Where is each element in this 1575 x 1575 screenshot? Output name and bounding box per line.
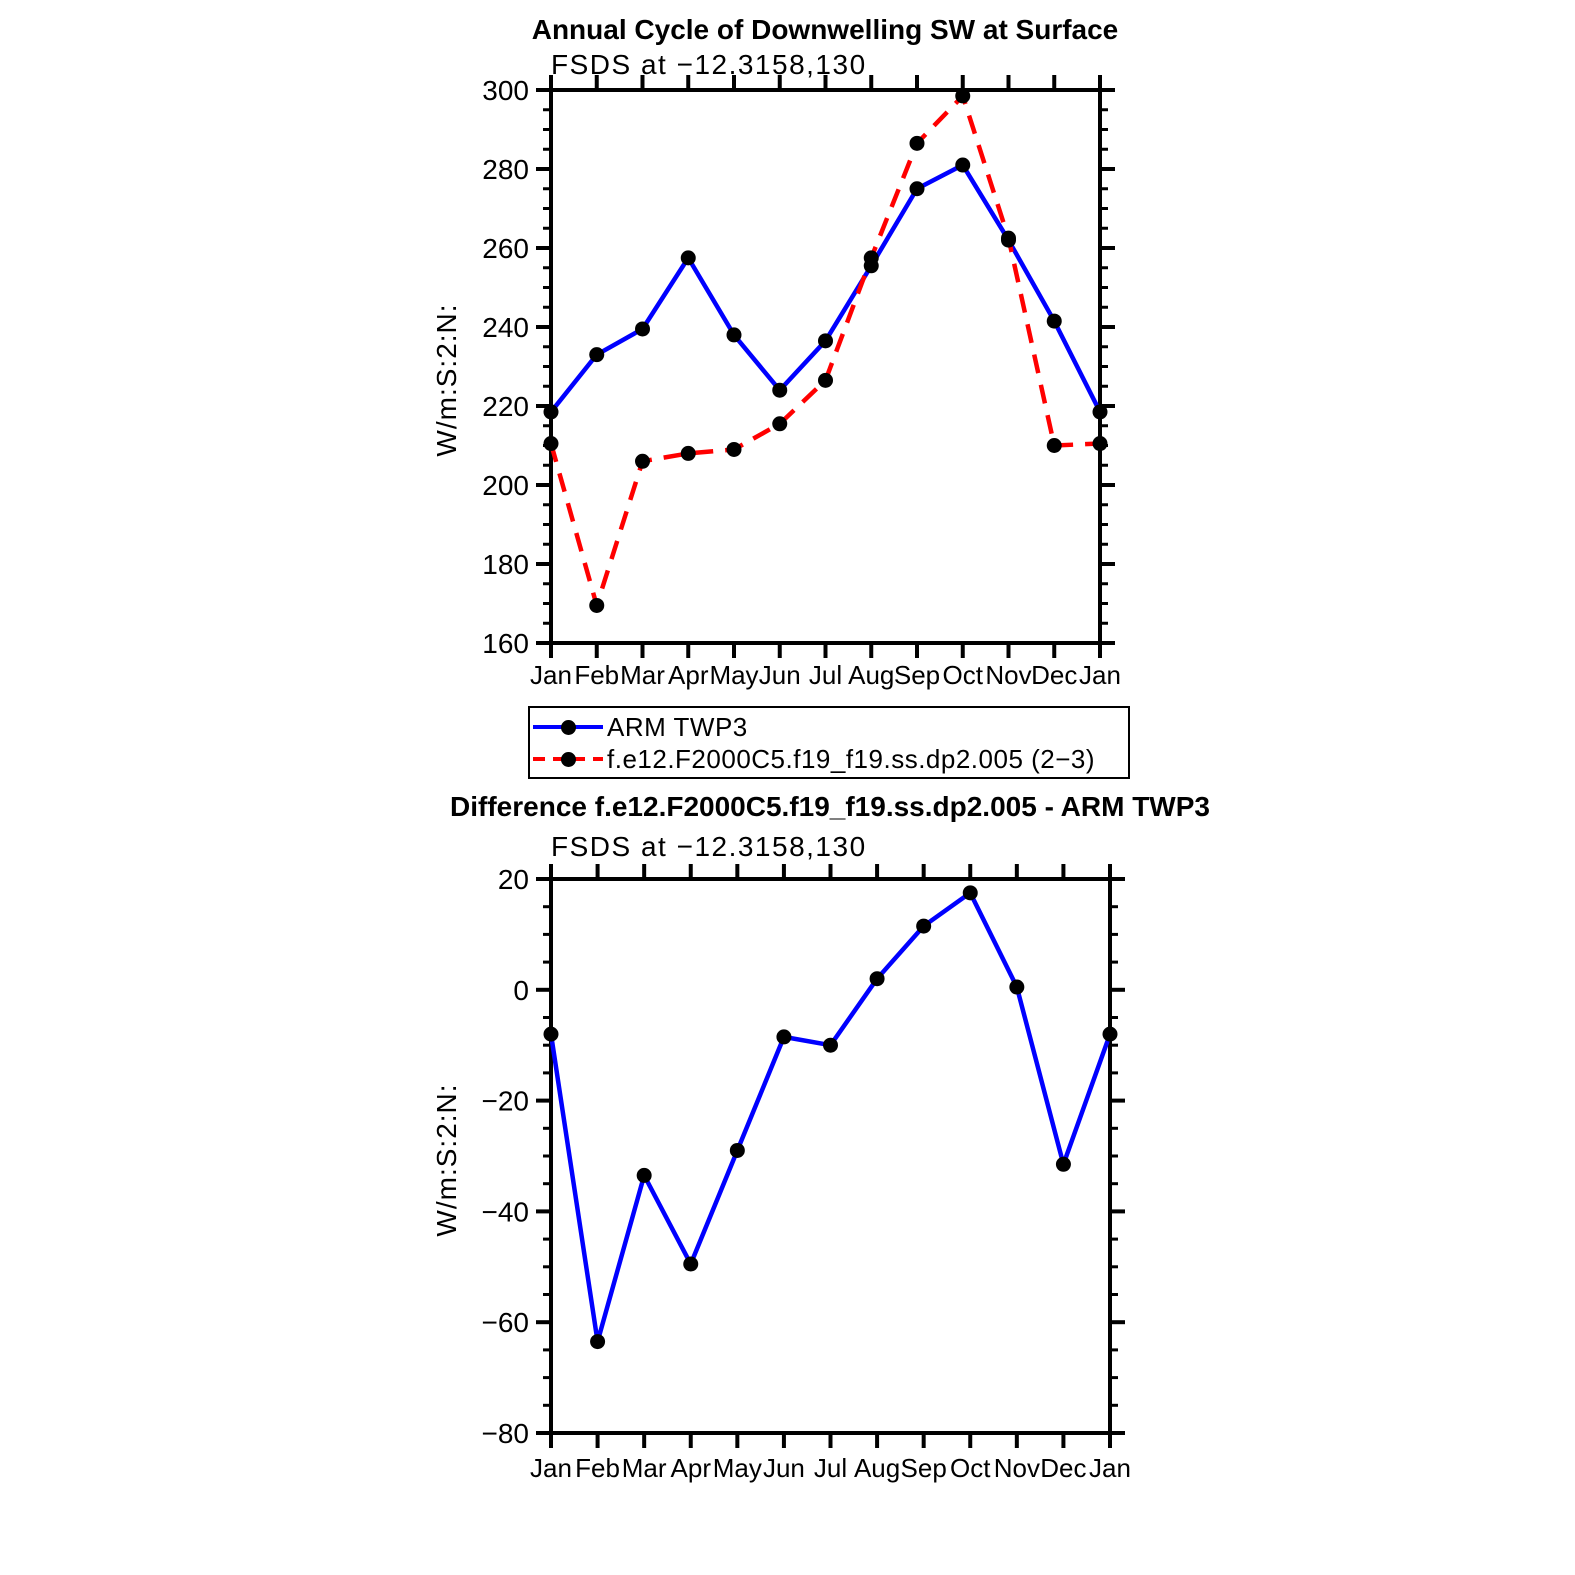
x-tick-label: Aug xyxy=(848,660,895,690)
series-line-1 xyxy=(551,96,1100,606)
data-point-marker-s0 xyxy=(772,383,787,398)
data-point-marker-s0 xyxy=(870,971,885,986)
data-point-marker-s0 xyxy=(590,1334,605,1349)
data-point-marker-s0 xyxy=(681,250,696,265)
x-tick-label: Feb xyxy=(574,660,620,690)
y-tick-label: 20 xyxy=(497,864,529,895)
legend-label-model: f.e12.F2000C5.f19_f19.ss.dp2.005 (2−3) xyxy=(607,744,1096,774)
data-point-marker-s1 xyxy=(864,250,879,265)
data-point-marker-s1 xyxy=(544,436,559,451)
x-tick-label: Oct xyxy=(942,660,983,690)
data-point-marker-s0 xyxy=(544,1027,559,1042)
top-chart-title: Annual Cycle of Downwelling SW at Surface xyxy=(531,14,1119,45)
data-point-marker-s1 xyxy=(1093,436,1108,451)
y-tick-label: 280 xyxy=(482,154,529,185)
data-point-marker-s0 xyxy=(1093,404,1108,419)
y-tick-label: −40 xyxy=(481,1196,529,1228)
plot-box xyxy=(551,90,1100,643)
x-tick-label: Apr xyxy=(668,660,709,690)
bottom-chart-subtitle: FSDS at −12.3158,130 xyxy=(551,831,867,862)
y-axis-label: W/m:S:2:N: xyxy=(431,303,462,457)
y-tick-label: 240 xyxy=(482,312,529,343)
plot-box xyxy=(551,879,1110,1433)
chart-1 xyxy=(431,864,1131,1483)
x-tick-label: Jun xyxy=(758,660,801,690)
x-tick-label: Jan xyxy=(1089,1453,1131,1483)
x-tick-label: May xyxy=(709,660,759,690)
x-tick-label: Nov xyxy=(993,1453,1040,1483)
x-tick-label: Jul xyxy=(813,1453,848,1483)
x-tick-label: Jun xyxy=(762,1453,805,1483)
data-point-marker-s0 xyxy=(683,1257,698,1272)
data-point-marker-s0 xyxy=(727,327,742,342)
data-point-marker-s0 xyxy=(1009,980,1024,995)
data-point-marker-s0 xyxy=(916,919,931,934)
data-point-marker-s0 xyxy=(1056,1157,1071,1172)
y-tick-label: 180 xyxy=(482,549,529,580)
x-tick-label: Dec xyxy=(1031,660,1078,690)
data-point-marker-s0 xyxy=(730,1143,745,1158)
data-point-marker-s1 xyxy=(955,88,970,103)
y-tick-label: 160 xyxy=(482,628,529,659)
data-point-marker-s1 xyxy=(635,454,650,469)
x-tick-label: Sep xyxy=(900,1453,947,1483)
data-point-marker-s0 xyxy=(1103,1027,1118,1042)
y-tick-label: −80 xyxy=(481,1418,529,1449)
chart-0 xyxy=(431,75,1121,690)
data-point-marker-s0 xyxy=(1047,314,1062,329)
x-tick-label: Jan xyxy=(1079,660,1121,690)
data-point-marker-s1 xyxy=(727,442,742,457)
top-chart-subtitle: FSDS at −12.3158,130 xyxy=(551,49,867,80)
y-axis-label: W/m:S:2:N: xyxy=(431,1083,462,1237)
data-point-marker-s0 xyxy=(955,158,970,173)
x-tick-label: Jan xyxy=(530,660,572,690)
x-tick-label: Dec xyxy=(1040,1453,1087,1483)
y-tick-label: 260 xyxy=(482,233,529,264)
x-tick-label: Mar xyxy=(621,1453,667,1483)
data-point-marker-s0 xyxy=(823,1038,838,1053)
data-point-marker-s0 xyxy=(544,404,559,419)
data-point-marker-s1 xyxy=(818,373,833,388)
y-tick-label: 0 xyxy=(513,974,529,1006)
legend-box xyxy=(528,706,1130,779)
series-line-0 xyxy=(551,893,1110,1342)
x-tick-label: Aug xyxy=(853,1453,901,1483)
x-tick-label: May xyxy=(712,1453,762,1483)
data-point-marker-s0 xyxy=(635,321,650,336)
data-point-marker-s0 xyxy=(776,1029,791,1044)
data-point-marker-s0 xyxy=(818,333,833,348)
data-point-marker-s1 xyxy=(772,416,787,431)
data-point-marker-s1 xyxy=(1047,438,1062,453)
x-tick-label: Jan xyxy=(530,1453,572,1483)
data-point-marker-s1 xyxy=(910,136,925,151)
y-tick-label: 200 xyxy=(482,470,529,501)
legend-label-obs: ARM TWP3 xyxy=(607,712,748,742)
bottom-chart-title: Difference f.e12.F2000C5.f19_f19.ss.dp2.005 - ARM TWP3 xyxy=(450,791,1210,822)
data-point-marker-s0 xyxy=(589,347,604,362)
data-point-marker-s1 xyxy=(589,598,604,613)
y-tick-label: 300 xyxy=(482,75,529,106)
y-tick-label: −20 xyxy=(481,1085,529,1117)
legend-marker-dot-model xyxy=(561,752,576,767)
data-point-marker-s0 xyxy=(963,885,978,900)
data-point-marker-s0 xyxy=(910,181,925,196)
legend-marker-dot-obs xyxy=(561,720,576,735)
x-tick-label: Nov xyxy=(985,660,1032,690)
data-point-marker-s1 xyxy=(681,446,696,461)
x-tick-label: Feb xyxy=(575,1453,620,1483)
y-tick-label: 220 xyxy=(482,391,529,422)
x-tick-label: Jul xyxy=(808,660,843,690)
y-tick-label: −60 xyxy=(481,1307,529,1339)
x-tick-label: Mar xyxy=(620,660,665,690)
data-point-marker-s0 xyxy=(637,1168,652,1183)
x-tick-label: Oct xyxy=(950,1453,991,1483)
x-tick-label: Apr xyxy=(670,1453,711,1483)
x-tick-label: Sep xyxy=(893,660,941,690)
data-point-marker-s1 xyxy=(1001,231,1016,246)
